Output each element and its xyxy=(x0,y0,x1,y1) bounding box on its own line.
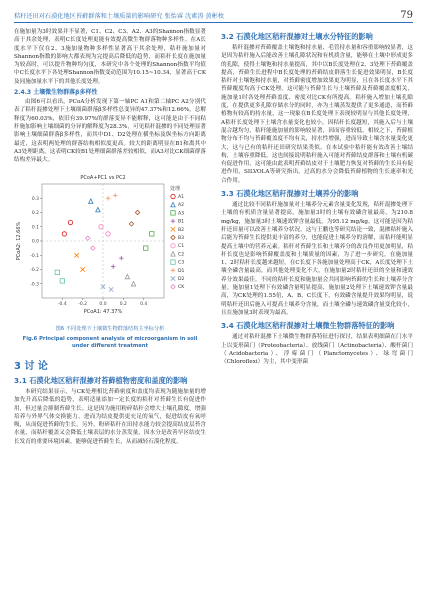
legend-label: C2 xyxy=(178,252,185,258)
chart-title: PCoA+PC1 vs PC2 xyxy=(80,175,126,182)
legend-marker xyxy=(171,228,175,232)
paragraph: 通过比较不同秸秆施加量对土壤养分元素含量变化发现，秸秆混掺处理下土壤的有机质含量显著提高，施加量3时的土壤有效磷含量最高，为210.8 mg/kg，施加量3时土壤速效钾含量最低，为95.12 mg/kg。这可能是因为秸秆还田量可以改善土壤养分状况，这与王鹏也等研究结论一致，混掺秸秆施入后能为苔藓生长提供更丰富的养分，也能促进土壤养分的溶解，而秸秆能明显提高土壤中的营养元素。秸秆对苔藓生长和土壤养分的改良作用更加明显，秸秆长度也是影响苔藓覆盖度和土壤质量的因素，为了进一步研究，在施加量1、2时秸秆长度越来越短，在C长度下各施加量处理高于CK，A长度处理下土壤全磷含量最高，而其他处理变化不大，在施加量2时秸秆还田的全量和速效养分效果最佳。不同的秸秆长度和施加量会共同影响苔藓的生长和土壤养分含量。施加量1处理下有效磷含量明显提高，施加量2处理下土壤速效钾含量最高，为CK处理的1.55倍，A、B、C长度下，有效磷含量提升效果均明显，说明秸秆还田后施入可提高土壤养分含量，而土壤全磷与速效磷含量变化较小，且在施加量3时表现为最高。 xyxy=(221,202,413,316)
x-tick-label: -0.4 xyxy=(57,302,67,308)
legend-label: D2 xyxy=(178,277,185,283)
running-title: 秸秆还田对石漠化地区苔藓群落和土壤质量的影响研究 张怡睿 沈素涛 黄彬枚 xyxy=(14,13,225,20)
legend-label: A1 xyxy=(178,195,185,201)
legend-marker xyxy=(171,285,175,289)
paragraph: 由图6可以看出，PCoA分析发现下第一轴PC A1和第二轴PC A2分别代表了秸秆混掺处理下土壤细菌群落β多样性总变异的47.37%和12.66%，总解释度为60.03%，依旧有39.97%的群落变异不能解释，这可能是由于不同秸秆施加影响土壤细菌的分异的解释度为28.3%，可见秸秆混掺的不同处理显著影响土壤细菌群落β多样性，而其中D1、D2处理在横坐标及纵坐标方向距离最近，这表明两处理的群落结构相似度更高。较大的距离明显在B1和离其中A3处理距离，这表明CK较B1处理细菌群落差较相似，而A3对比CK细菌群落结构差异最大。 xyxy=(14,99,206,164)
legend-label: C1 xyxy=(178,244,185,250)
legend-title: 处理 xyxy=(170,186,181,193)
legend-label: CK xyxy=(178,285,185,291)
x-tick-label: 0.2 xyxy=(119,302,127,308)
legend-label: B1 xyxy=(178,220,185,226)
paragraph: 通过对秸秆混掺下土壤微生物群落特征进行探讨，结果表明细菌在门水平上以变形菌门（Proteobacteria）、放线菌门（Actinobacteria）、酸杆菌门（Acidobacteria）、浮霉菌门（Planctomycetes）、绿弯菌门（Chloroflexi）为主，其中变形菌 xyxy=(221,334,413,366)
legend-marker xyxy=(171,219,175,223)
legend-marker xyxy=(171,203,175,207)
section-heading-2-4-3: 2.4.3 土壤微生物群落β多样性 xyxy=(14,89,98,97)
legend-marker xyxy=(171,195,175,199)
legend-label: A2 xyxy=(178,203,185,209)
legend-label: B3 xyxy=(178,236,185,242)
left-column xyxy=(14,28,206,446)
page-number: 79 xyxy=(400,10,413,21)
pcoa-scatter-chart xyxy=(14,170,206,320)
figure-caption-en: Fig.6 Principal component analysis of microorganism in soil under different treatment xyxy=(22,335,198,350)
figure-6 xyxy=(14,170,206,351)
x-axis-label: PCoA1: 47.37% xyxy=(83,309,123,316)
legend-marker xyxy=(171,211,175,215)
x-tick-label: -0.2 xyxy=(78,302,88,308)
legend-label: D1 xyxy=(178,269,185,275)
legend-label: C3 xyxy=(178,261,185,267)
section-heading-3-1: 3.1 石漠化地区秸秆混掺对苔藓植物密度和盖度的影响 xyxy=(14,375,188,385)
legend-marker xyxy=(171,252,175,256)
legend-marker xyxy=(171,244,175,248)
figure-caption-cn: 图6 不同处理下土壤微生物群落结构主坐标分析 xyxy=(55,326,165,333)
legend-label: A3 xyxy=(178,211,185,217)
legend-label: B2 xyxy=(178,228,185,234)
legend-marker xyxy=(171,260,175,264)
section-heading-discussion: 3 讨 论 xyxy=(14,360,48,372)
paragraph: 本研究结果显示，与CK处理相比苔藓密度和盖度均表现为随施加量的增加先升高后降低的趋势，表明适量添加一定长度的秸秆对苔藓生长有促进作用，但过量会抑制苔藓生长。这是因为施用粉碎秸秆会增大土壤孔隙度，增强培养与外界气体交换能力，进而为结皮提供更充足的氧气，促进结皮有氧呼吸，从而促进苔藓的生长。另外，粉碎秸秆在田持水能力较会提高结皮层苔含水量，而秸秆覆盖又会降低土壤表层的水分蒸发量，因水分是改善早区结皮生长发育的重要环境因素，能够促进苔藓生长，从而减轻石漠化程度。 xyxy=(14,388,206,445)
y-tick-label: -0.2 xyxy=(30,268,39,274)
y-tick-label: 0.0 xyxy=(31,239,39,245)
y-axis-label: PCoA2: 12.66% xyxy=(16,222,22,261)
y-tick-label: 0.2 xyxy=(31,211,39,217)
running-header xyxy=(14,8,413,23)
legend-marker xyxy=(171,269,175,273)
y-tick-label: -0.3 xyxy=(30,282,39,288)
section-heading-3-3: 3.3 石漠化地区秸秆混掺对土壤养分的影响 xyxy=(221,189,359,199)
right-column xyxy=(221,28,413,366)
x-tick-label: 0.4 xyxy=(140,302,148,308)
section-heading-3-4: 3.4 石漠化地区秸秆混掺对土壤微生物群落特征的影响 xyxy=(221,321,395,331)
paragraph: 秸秆混掺对苔藓覆盖土壤饱和持水量、毛管持水量和容重影响较显著，这是因为秸秆施入后能改善土壤孔隙状况和有机质含量，能够在土壤中形成更多的孔隙，使得土壤饱和持水量提高，其中以B长度处理在2、3处理下苔藓覆盖提高，苔藓生长进程中B长度处理的苔藓结皮群落生长促进效果明显，B长度秸秆对土壤饱和持水量，对苔藓密度增加效果更为明显，且在各长度水平下其苔藓覆度均高于CK处理。这可能与苔藓生长与土壤苔藓及苔藓覆盖度相关，施加量1时各处理苔藓盖度、密度对比CK有所提高。秸秆施入增加土壤孔隙度，在提供更多孔隙存储水分的同时，亦为土壤蒸发提供了更多通道，而苔藓植物有较高的持水量，这一现象在B长度处理下表现较明显与其他长度处理，A秸秆长度处理下土壤含水量变化也较小，因秸秆长度越短，其施入后与土壤混合越均匀，秸秆能施加量的影响较显著，因而容重较低。相较之下，苔藓植物分布不均与苔藓覆盖度不均有关，持水性增强，进而导致土壤含水量变化更大，这与已有的秸秆还田研究结果类似。在本试验中秸秆能有效改善土壤结构，土壤容重降低，这也间接说明秸秆施入可能对苔藓结皮群落和土壤有机碳有促进作用，这可能由此表明苔藓结皮对于土壤肥力恢复对苔藓的生长具有促进作用，SILVOLA等研究指出，过高的水分会降低苔藓植物的生长速率和光合作用。 xyxy=(221,45,413,184)
legend-marker xyxy=(171,236,175,240)
y-tick-label: 0.1 xyxy=(31,225,39,231)
y-tick-label: -0.1 xyxy=(30,254,39,260)
y-tick-label: 0.3 xyxy=(31,197,39,203)
legend-marker xyxy=(171,277,175,281)
paragraph: 在施加量为3时效果并不显著，C1、C2、C3、A2、A3的Shannon指数显著高于其余处理，表明C长度处理更能有效提高微生物群落物种多样性。在A长度水平下仅在2、3施加量物种多样性显著高于其余处理，秸秆施加量对Shannon指数的影响大都表现为完提高后降低的趋势，而秸秆长度在施加量为较高时，可以提升物种均匀度，本研究中各个处理的Shannon指数平均值中C长度水平下各处理Shannon指数变动范围为10.15~10.34，显著高于CK及同施加量水平下的其他长度处理。 xyxy=(14,29,206,85)
section-heading-3-2: 3.2 石漠化地区秸秆混掺对土壤水分特征的影响 xyxy=(221,32,373,41)
x-tick-label: 0.0 xyxy=(99,302,107,308)
